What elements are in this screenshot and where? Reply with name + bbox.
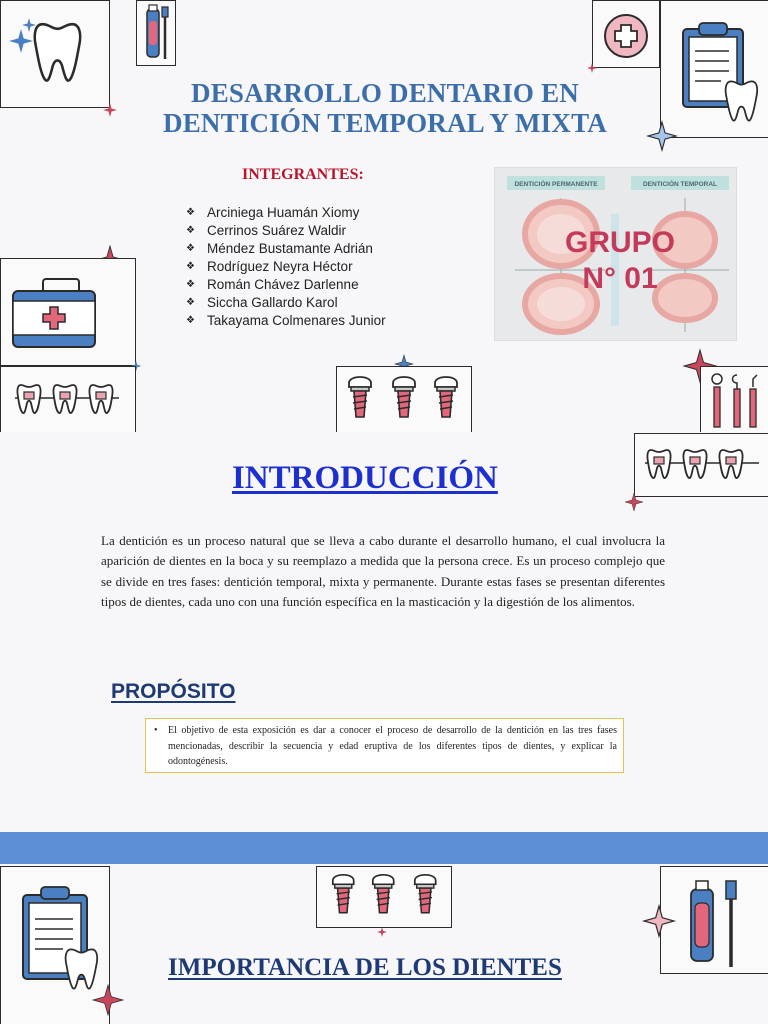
importance-heading: IMPORTANCIA DE LOS DIENTES <box>168 954 562 981</box>
purpose-text: El objetivo de esta exposición es dar a conocer el proceso de desarrollo de la dentición en las tres fases mencionadas, describir la secuencia y edad eruptiva de los diferentes tipos de dientes, y explicar la odontogénesis. <box>168 725 617 767</box>
implants-icon-frame <box>316 866 452 928</box>
sparkle-icon <box>620 488 648 516</box>
header-band <box>0 832 768 864</box>
braces-icon <box>1 367 137 432</box>
diamond-bullet-icon: ❖ <box>186 297 195 308</box>
list-item: ❖ Cerrinos Suárez Waldir <box>186 223 347 238</box>
sparkle-icon <box>640 902 678 940</box>
list-item: ❖ Arciniega Huamán Xiomy <box>186 205 360 220</box>
introduction-paragraph: La dentición es un proceso natural que se lleva a cabo durante el desarrollo humano, el cual involucra la aparición de dientes en la boca y su reemplazo a medida que la persona crece. Es un proceso complejo que se divide en tres fases: dentición temporal, mixta y permanente. Durante estas fases se presentan diferentes tipos de dientes, cada uno con una función específica en la masticación y la digestión de los alimentos. <box>101 533 665 609</box>
dental-tools-frame <box>700 366 768 432</box>
slide-introduction <box>0 432 768 832</box>
list-item: ❖ Siccha Gallardo Karol <box>186 295 338 310</box>
diamond-bullet-icon: ❖ <box>186 261 195 272</box>
dental-implant-icon <box>337 367 473 432</box>
members-list <box>186 204 386 330</box>
list-item: ❖ Rodríguez Neyra Héctor <box>186 259 353 274</box>
title-line-2: DENTICIÓN TEMPORAL Y MIXTA <box>163 108 607 138</box>
braces-icon-frame <box>634 433 768 497</box>
first-aid-kit-icon <box>1 259 137 367</box>
slide-importance <box>0 832 768 1024</box>
diamond-bullet-icon: ❖ <box>186 279 195 290</box>
list-item: ❖ Méndez Bustamante Adrián <box>186 241 373 256</box>
list-item: ❖ Román Chávez Darlenne <box>186 277 359 292</box>
sparkle-icon <box>372 922 392 942</box>
toothpaste-icon-frame <box>136 0 176 66</box>
diamond-bullet-icon: ❖ <box>186 225 195 236</box>
implants-icon-frame <box>336 366 472 432</box>
sparkle-icon <box>580 56 604 80</box>
title-line-1: DESARROLLO DENTARIO EN <box>191 78 579 108</box>
braces-icon <box>635 434 768 498</box>
purpose-box <box>145 718 624 773</box>
label-temporal: DENTICIÓN TEMPORAL <box>642 181 718 188</box>
page-title <box>120 78 650 138</box>
dental-tools-icon <box>701 367 768 432</box>
dentition-diagram-image <box>494 167 737 341</box>
diamond-bullet-icon: ❖ <box>186 315 195 326</box>
tooth-icon-frame <box>0 0 110 108</box>
label-permanent: DENTICIÓN PERMANENTE <box>514 181 598 188</box>
members-heading: INTEGRANTES: <box>242 166 364 183</box>
first-aid-kit-frame <box>0 258 136 366</box>
sparkle-icon <box>88 980 128 1020</box>
introduction-heading: INTRODUCCIÓN <box>232 460 498 496</box>
diamond-bullet-icon: ❖ <box>186 207 195 218</box>
braces-icon-frame <box>0 366 136 432</box>
tooth-icon <box>1 1 111 109</box>
toothpaste-icon <box>137 1 177 67</box>
list-item: ❖ Takayama Colmenares Junior <box>186 313 386 328</box>
group-label: GRUPO N° 01 <box>564 226 675 295</box>
purpose-heading: PROPÓSITO <box>111 680 236 703</box>
dental-implant-icon <box>317 867 453 929</box>
bullet-icon: • <box>154 725 158 736</box>
slide-title <box>0 0 768 432</box>
diamond-bullet-icon: ❖ <box>186 243 195 254</box>
